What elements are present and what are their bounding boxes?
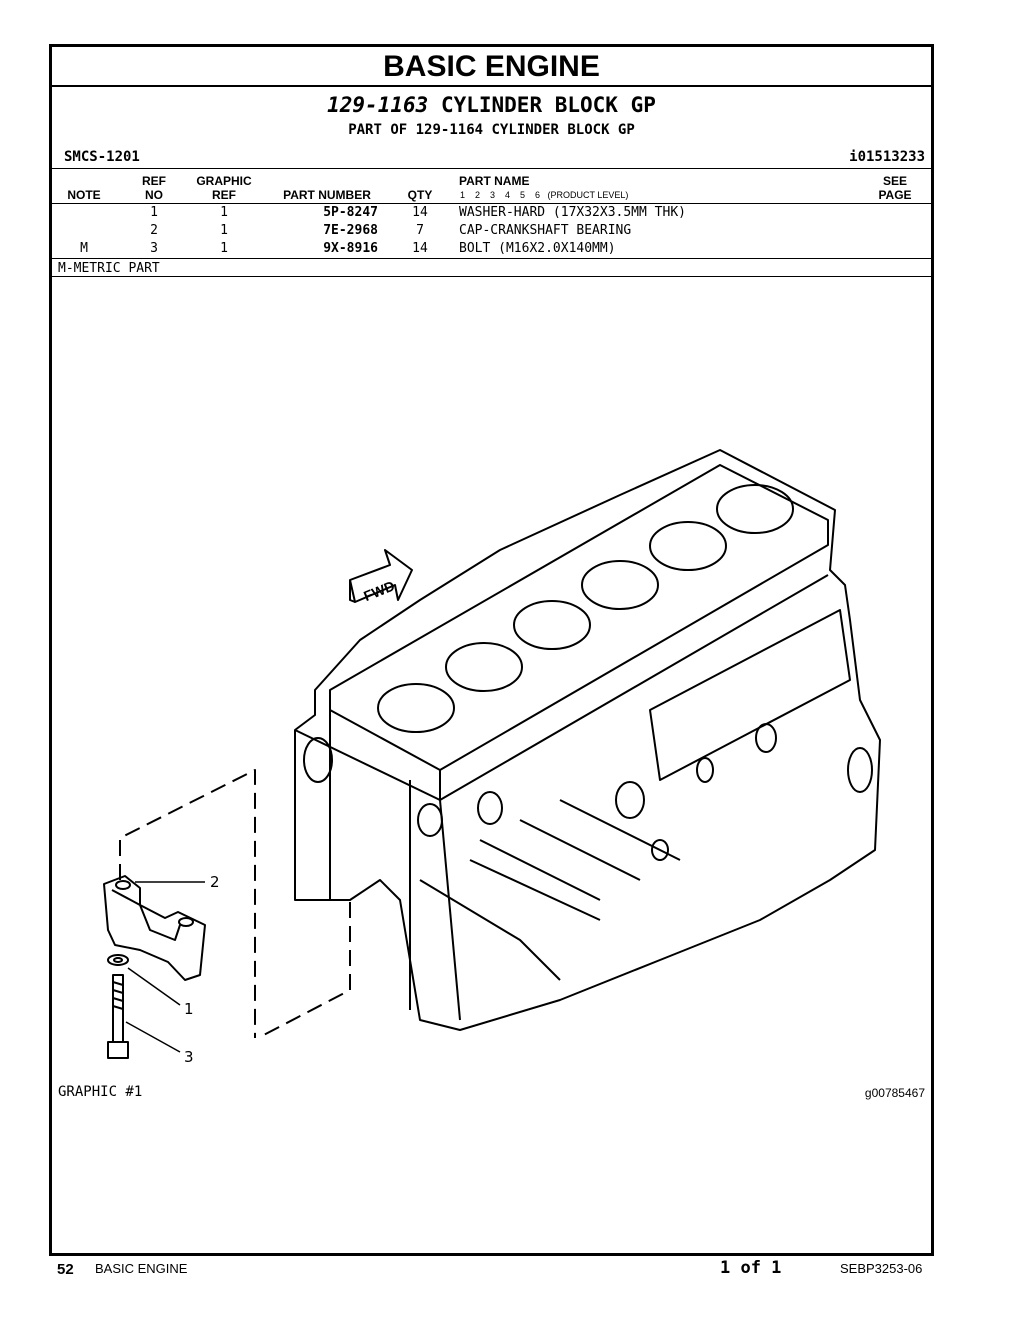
col-see-top: SEE — [882, 174, 907, 188]
callout-3: 3 — [184, 1048, 194, 1066]
side-bores — [304, 724, 872, 860]
row-graphic-ref: 1 — [220, 241, 228, 256]
col-see-bottom: PAGE — [878, 188, 912, 202]
row-qty: 7 — [416, 223, 424, 238]
row-part-name: CAP-CRANKSHAFT BEARING — [459, 223, 632, 238]
row-ref-no: 1 — [150, 205, 158, 220]
graphic-label: GRAPHIC #1 — [58, 1084, 143, 1100]
group-number: 129-1163 — [327, 93, 429, 117]
col-ref-top: REF — [142, 174, 166, 188]
fwd-label: FWD — [361, 577, 397, 605]
row-graphic-ref: 1 — [220, 205, 228, 220]
row-graphic-ref: 1 — [220, 223, 228, 238]
col-graphic-top: GRAPHIC — [196, 174, 252, 188]
row-part-number[interactable]: 5P-8247 — [323, 205, 378, 220]
smcs-code: SMCS-1201 — [64, 149, 140, 165]
callout-leaders — [126, 882, 205, 1052]
illustration-id: i01513233 — [849, 149, 925, 165]
row-note: M — [80, 241, 88, 256]
part-of-line: PART OF 129-1164 CYLINDER BLOCK GP — [348, 122, 635, 138]
engine-block — [295, 450, 880, 1030]
columns-divider — [52, 203, 931, 204]
callout-2: 2 — [210, 873, 220, 891]
bolt — [108, 975, 128, 1058]
rows-divider — [52, 258, 931, 259]
page-of: 1 of 1 — [720, 1258, 782, 1278]
graphic-id: g00785467 — [864, 1086, 925, 1100]
col-ref-bottom: NO — [145, 188, 163, 202]
note-divider — [52, 276, 931, 277]
col-graphic-bottom: REF — [212, 188, 236, 202]
header-divider — [52, 168, 931, 169]
row-ref-no: 2 — [150, 223, 158, 238]
document-id: SEBP3253-06 — [840, 1261, 923, 1276]
footer-section: BASIC ENGINE — [95, 1261, 188, 1276]
assembly-leader — [120, 770, 350, 1038]
row-part-name: BOLT (M16X2.0X140MM) — [459, 241, 616, 256]
callout-1: 1 — [184, 1000, 194, 1018]
col-qty: QTY — [407, 188, 433, 202]
group-name: CYLINDER BLOCK GP — [440, 93, 656, 117]
row-part-name: WASHER-HARD (17X32X3.5MM THK) — [459, 205, 686, 220]
row-part-number[interactable]: 7E-2968 — [323, 223, 378, 238]
metric-note: M-METRIC PART — [58, 261, 160, 276]
cylinder-block-illustration — [48, 395, 888, 1066]
row-qty: 14 — [412, 205, 428, 220]
row-ref-no: 3 — [150, 241, 158, 256]
page-number: 52 — [57, 1261, 74, 1278]
page-title: BASIC ENGINE — [52, 47, 931, 87]
col-part-name: PART NAME — [459, 174, 530, 188]
row-qty: 14 — [412, 241, 428, 256]
washer — [108, 955, 128, 965]
col-note: NOTE — [67, 188, 101, 202]
row-part-number[interactable]: 9X-8916 — [323, 241, 378, 256]
col-part-number: PART NUMBER — [283, 188, 371, 202]
product-level-scale: 1 2 3 4 5 6 (PRODUCT LEVEL) — [460, 190, 629, 200]
cylinder-bores — [378, 485, 793, 732]
group-title — [52, 93, 931, 117]
